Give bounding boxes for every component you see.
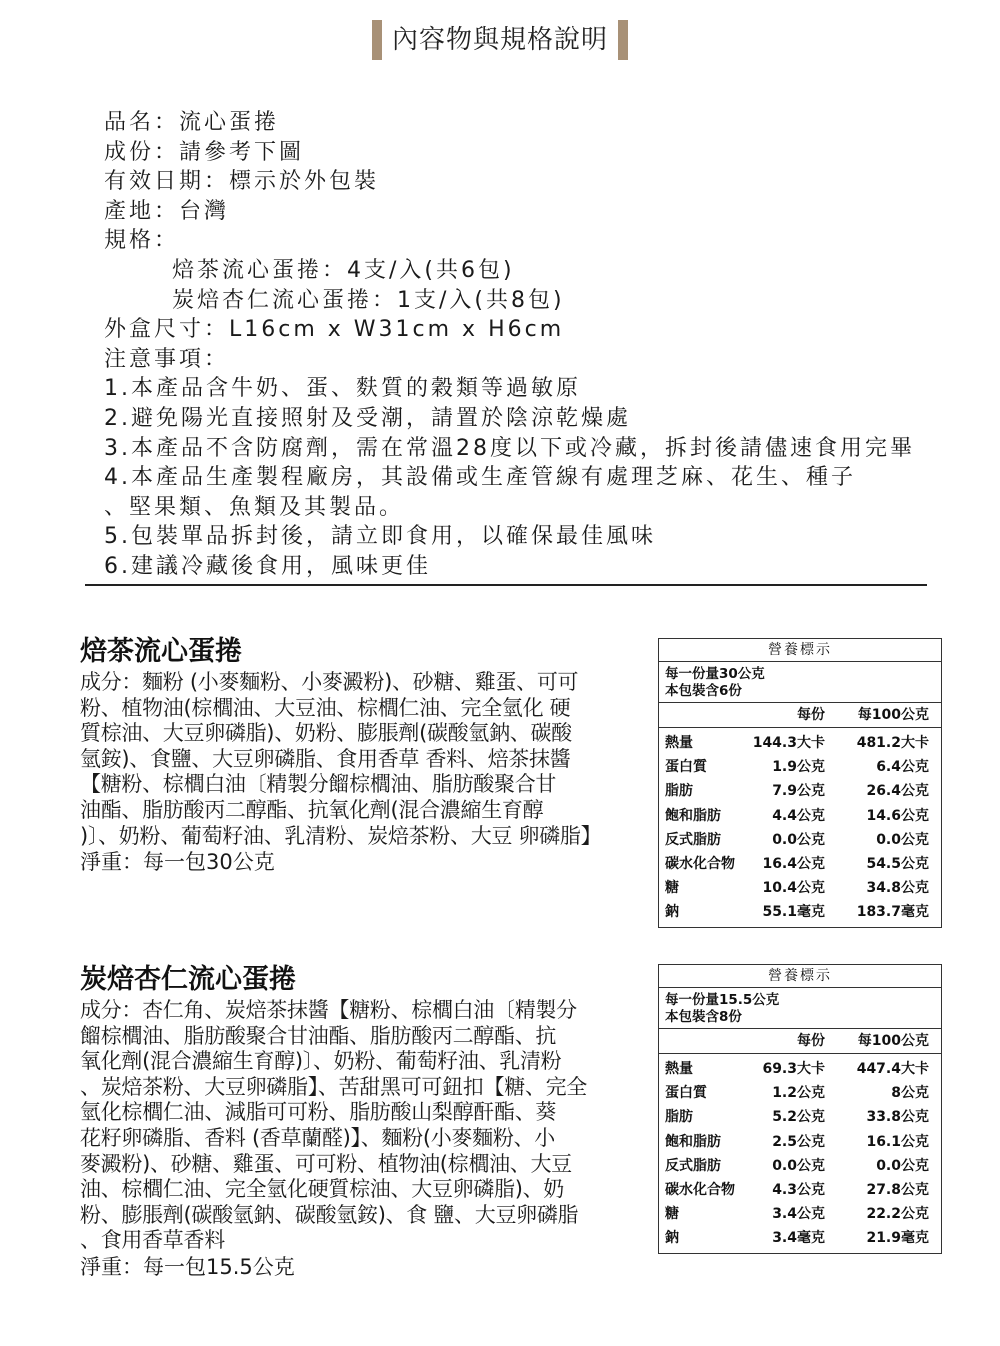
nutrient-per-100g: 447.4大卡 bbox=[856, 1061, 929, 1077]
nutrition-row bbox=[659, 731, 941, 755]
nutrient-per-100g: 183.7毫克 bbox=[856, 904, 929, 921]
nutrient-per-100g: 16.1公克 bbox=[866, 1133, 929, 1150]
page-title-text: 內容物與規格說明 bbox=[391, 25, 608, 55]
nutrient-per-serving: 3.4毫克 bbox=[772, 1230, 825, 1247]
nutrient-name: 糖 bbox=[665, 880, 679, 897]
nutrition-row bbox=[659, 779, 941, 803]
net-weight: 淨重：每一包15.5公克 bbox=[80, 1254, 295, 1279]
nutrition-row bbox=[659, 1130, 941, 1154]
nutrient-name: 反式脂肪 bbox=[665, 831, 721, 848]
ingredient-line: 麥澱粉)、砂糖、雞蛋、可可粉、植物油(棕櫚油、大豆 bbox=[80, 1151, 572, 1176]
spec-line: 6.建議冷藏後食用，風味更佳 bbox=[104, 553, 431, 579]
spec-line: 有效日期：標示於外包裝 bbox=[104, 169, 380, 195]
spec-line: 、堅果類、魚類及其製品。 bbox=[104, 494, 405, 520]
spec-line: 注意事項： bbox=[104, 346, 230, 372]
nutrient-per-serving: 55.1毫克 bbox=[762, 904, 825, 921]
spec-line: 4.本產品生產製程廠房，其設備或生產管線有處理芝麻、花生、種子 bbox=[104, 465, 856, 491]
spec-line: 規格： bbox=[104, 228, 180, 254]
nutrient-name: 碳水化合物 bbox=[665, 855, 735, 872]
nutrition-table-roasted-tea bbox=[658, 638, 942, 928]
nutrition-rows bbox=[659, 728, 941, 927]
section-divider bbox=[85, 584, 927, 586]
nutrient-name: 蛋白質 bbox=[665, 1085, 707, 1102]
spec-line: 焙茶流心蛋捲：4支/入(共6包) bbox=[172, 257, 515, 283]
nutrition-row bbox=[659, 852, 941, 876]
product-name: 炭焙杏仁流心蛋捲 bbox=[80, 964, 296, 995]
ingredients bbox=[80, 998, 640, 1254]
nutrition-table-charcoal-almond bbox=[658, 964, 942, 1254]
ingredient-line: 氫化棕櫚仁油、減脂可可粉、脂肪酸山梨醇酐酯、葵 bbox=[80, 1100, 557, 1125]
nutrient-per-serving: 1.2公克 bbox=[772, 1085, 825, 1102]
nutrient-per-100g: 21.9毫克 bbox=[866, 1230, 929, 1247]
nutrient-name: 鈉 bbox=[665, 1230, 679, 1247]
spec-line: 5.包裝單品拆封後，請立即食用，以確保最佳風味 bbox=[104, 524, 656, 550]
spec-list bbox=[104, 108, 974, 582]
page-title bbox=[378, 18, 622, 62]
nutrition-header: 營養標示 bbox=[659, 965, 941, 988]
ingredient-line: 、炭焙茶粉、大豆卵磷脂】、苦甜黑可可鈕扣【糖、完全 bbox=[80, 1074, 587, 1099]
ingredient-line: 氫銨)、食鹽、大豆卵磷脂、食用香草 香料、焙茶抹醬 bbox=[80, 746, 571, 771]
column-per-100g: 每100公克 bbox=[857, 1033, 929, 1049]
nutrition-serving-info bbox=[659, 662, 941, 703]
nutrition-row bbox=[659, 804, 941, 828]
nutrient-per-100g: 34.8公克 bbox=[866, 880, 929, 897]
title-accent-bar-right bbox=[618, 20, 628, 60]
product-section-charcoal-almond bbox=[80, 962, 640, 1280]
nutrient-per-100g: 0.0公克 bbox=[876, 1157, 929, 1174]
nutrient-per-100g: 6.4公克 bbox=[876, 759, 929, 776]
nutrition-row bbox=[659, 828, 941, 852]
spec-line: 品名：流心蛋捲 bbox=[104, 110, 280, 135]
ingredient-line: 油、棕櫚仁油、完全氫化硬質棕油、大豆卵磷脂)、奶 bbox=[80, 1177, 564, 1202]
ingredient-line: )〕、奶粉、葡萄籽油、乳清粉、炭焙茶粉、大豆 卵磷脂】 bbox=[80, 823, 602, 848]
nutrient-per-serving: 4.4公克 bbox=[772, 807, 825, 824]
servings-per-pack: 本包裝含6份 bbox=[665, 683, 742, 699]
nutrient-per-100g: 27.8公克 bbox=[866, 1181, 929, 1198]
ingredient-line: 成分：麵粉 (小麥麵粉、小麥澱粉)、砂糖、雞蛋、可可 bbox=[80, 670, 579, 694]
net-weight: 淨重：每一包30公克 bbox=[80, 850, 275, 875]
nutrient-per-100g: 481.2大卡 bbox=[856, 735, 929, 751]
product-name: 焙茶流心蛋捲 bbox=[80, 636, 242, 667]
ingredient-line: 油酯、脂肪酸丙二醇酯、抗氧化劑(混合濃縮生育醇 bbox=[80, 797, 544, 822]
spec-line: 產地：台灣 bbox=[104, 198, 230, 224]
ingredient-line: 餾棕櫚油、脂肪酸聚合甘油酯、脂肪酸丙二醇酯、抗 bbox=[80, 1023, 557, 1048]
nutrient-per-serving: 69.3大卡 bbox=[762, 1061, 825, 1077]
nutrient-per-100g: 54.5公克 bbox=[866, 855, 929, 872]
nutrition-serving-info bbox=[659, 988, 941, 1029]
nutrient-name: 蛋白質 bbox=[665, 759, 707, 776]
nutrient-per-serving: 16.4公克 bbox=[762, 855, 825, 872]
ingredients bbox=[80, 670, 640, 849]
nutrient-per-serving: 0.0公克 bbox=[772, 1157, 825, 1174]
column-per-serving: 每份 bbox=[797, 1033, 825, 1049]
nutrient-per-serving: 7.9公克 bbox=[772, 783, 825, 800]
nutrition-rows bbox=[659, 1054, 941, 1253]
ingredient-line: 粉、植物油(棕櫚油、大豆油、棕櫚仁油、完全氫化 硬 bbox=[80, 695, 571, 720]
servings-per-pack: 本包裝含8份 bbox=[665, 1009, 742, 1025]
nutrient-per-serving: 2.5公克 bbox=[772, 1133, 825, 1150]
nutrient-per-100g: 26.4公克 bbox=[866, 783, 929, 800]
header bbox=[0, 18, 1000, 62]
nutrition-row bbox=[659, 900, 941, 924]
nutrient-per-serving: 10.4公克 bbox=[762, 880, 825, 897]
nutrient-name: 飽和脂肪 bbox=[665, 1133, 721, 1150]
nutrition-column-header bbox=[659, 703, 941, 728]
nutrient-per-serving: 0.0公克 bbox=[772, 831, 825, 848]
nutrition-row bbox=[659, 1178, 941, 1202]
nutrition-row bbox=[659, 1057, 941, 1081]
nutrient-name: 糖 bbox=[665, 1206, 679, 1223]
nutrition-row bbox=[659, 1154, 941, 1178]
nutrition-row bbox=[659, 755, 941, 779]
nutrition-row bbox=[659, 1226, 941, 1250]
nutrient-name: 反式脂肪 bbox=[665, 1157, 721, 1174]
spec-line: 3.本產品不含防腐劑，需在常溫28度以下或冷藏，拆封後請儘速食用完畢 bbox=[104, 435, 915, 461]
nutrient-name: 脂肪 bbox=[665, 1109, 693, 1126]
nutrient-name: 熱量 bbox=[665, 1061, 693, 1077]
spec-line: 外盒尺寸：L16cm x W31cm x H6cm bbox=[104, 317, 565, 343]
serving-size: 每一份量30公克 bbox=[665, 666, 765, 682]
nutrition-row bbox=[659, 876, 941, 900]
serving-size: 每一份量15.5公克 bbox=[665, 992, 780, 1008]
spec-line: 1.本產品含牛奶、蛋、麩質的穀類等過敏原 bbox=[104, 376, 581, 402]
ingredient-line: 、食用香草香料 bbox=[80, 1228, 225, 1253]
nutrient-per-serving: 5.2公克 bbox=[772, 1109, 825, 1126]
nutrient-name: 鈉 bbox=[665, 904, 679, 921]
product-section-roasted-tea bbox=[80, 634, 640, 875]
ingredient-line: 氧化劑(混合濃縮生育醇)〕、奶粉、葡萄籽油、乳清粉 bbox=[80, 1049, 562, 1074]
nutrient-per-serving: 3.4公克 bbox=[772, 1206, 825, 1223]
column-per-100g: 每100公克 bbox=[857, 707, 929, 723]
nutrition-row bbox=[659, 1081, 941, 1105]
column-per-serving: 每份 bbox=[797, 707, 825, 723]
nutrient-per-serving: 4.3公克 bbox=[772, 1181, 825, 1198]
nutrition-header: 營養標示 bbox=[659, 639, 941, 662]
nutrient-name: 碳水化合物 bbox=[665, 1181, 735, 1198]
nutrition-row bbox=[659, 1202, 941, 1226]
ingredient-line: 粉、膨脹劑(碳酸氫鈉、碳酸氫銨)、食 鹽、大豆卵磷脂 bbox=[80, 1202, 579, 1227]
spec-line: 炭焙杏仁流心蛋捲：1支/入(共8包) bbox=[172, 287, 565, 313]
ingredient-line: 花籽卵磷脂、香料 (香草蘭醛)】、麵粉(小麥麵粉、小 bbox=[80, 1125, 555, 1150]
ingredient-line: 質棕油、大豆卵磷脂)、奶粉、膨脹劑(碳酸氫鈉、碳酸 bbox=[80, 721, 572, 746]
nutrition-row bbox=[659, 1105, 941, 1129]
nutrition-column-header bbox=[659, 1029, 941, 1054]
nutrient-per-serving: 144.3大卡 bbox=[752, 735, 825, 751]
nutrient-name: 飽和脂肪 bbox=[665, 807, 721, 824]
nutrient-per-100g: 8公克 bbox=[891, 1085, 929, 1102]
ingredient-line: 成分：杏仁角、炭焙茶抹醬【糖粉、棕櫚白油〔精製分 bbox=[80, 998, 577, 1022]
nutrient-name: 脂肪 bbox=[665, 783, 693, 800]
nutrient-per-100g: 0.0公克 bbox=[876, 831, 929, 848]
nutrient-per-100g: 14.6公克 bbox=[866, 807, 929, 824]
ingredient-line: 【糖粉、棕櫚白油〔精製分餾棕櫚油、脂肪酸聚合甘 bbox=[80, 772, 557, 797]
spec-line: 成份：請參考下圖 bbox=[104, 139, 305, 165]
nutrient-per-100g: 22.2公克 bbox=[866, 1206, 929, 1223]
nutrient-per-serving: 1.9公克 bbox=[772, 759, 825, 776]
spec-line: 2.避免陽光直接照射及受潮，請置於陰涼乾燥處 bbox=[104, 405, 631, 431]
nutrient-name: 熱量 bbox=[665, 735, 693, 751]
title-accent-bar-left bbox=[372, 20, 382, 60]
nutrient-per-100g: 33.8公克 bbox=[866, 1109, 929, 1126]
